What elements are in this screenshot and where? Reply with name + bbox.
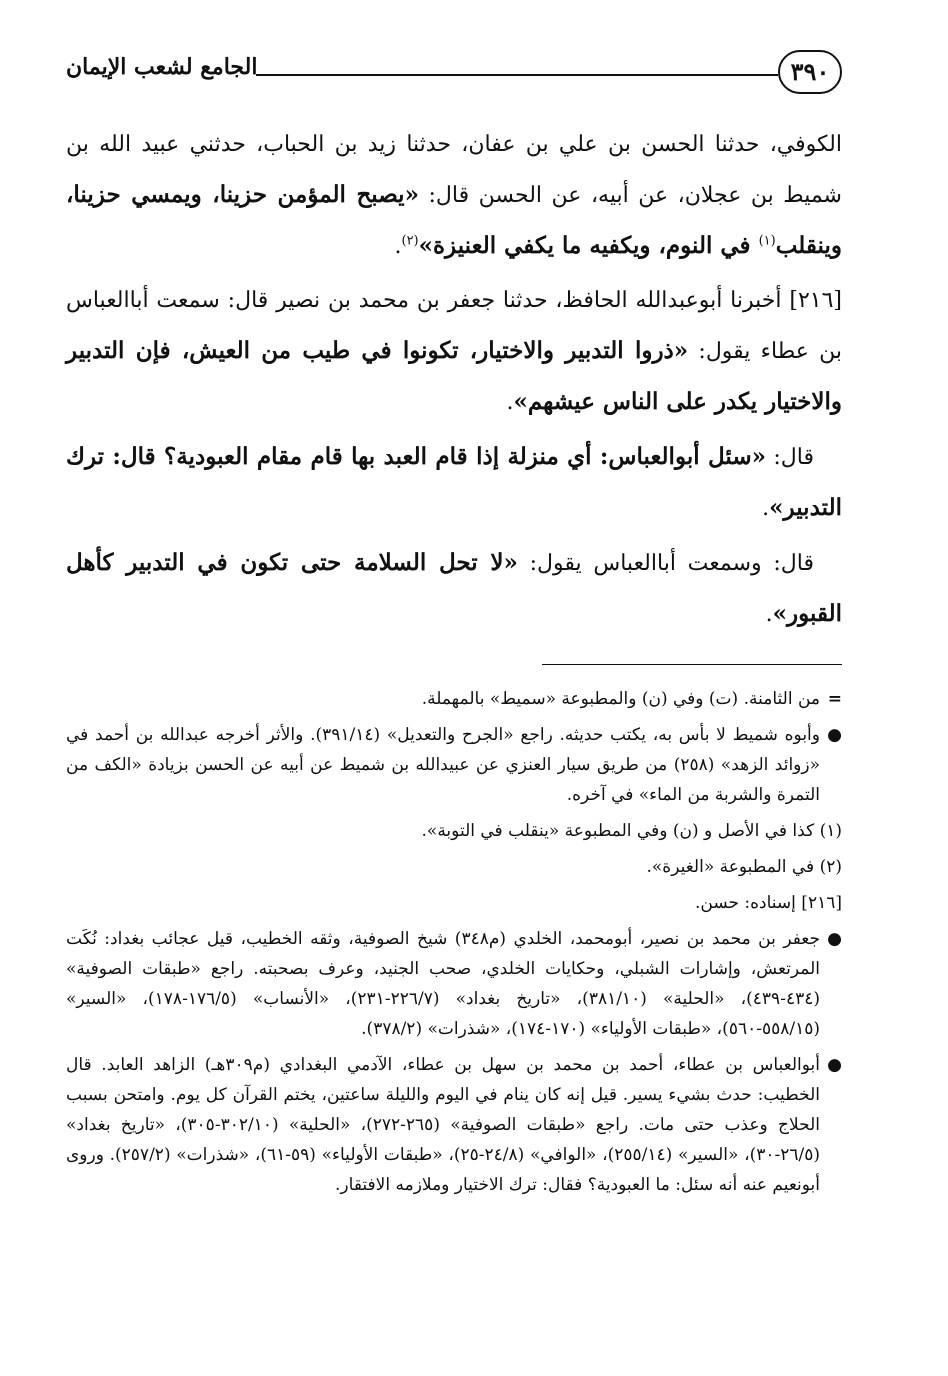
paragraph-2-text: [٢١٦] أخبرنا أبوعبدالله الحافظ، حدثنا جعفر بن محمد بن نصير قال: سمعت أباالعباس بن عطاء يقول: (66, 288, 842, 364)
page-number: ٣٩٠ (778, 50, 842, 94)
bullet-marker: ● (827, 725, 842, 745)
continuation-marker: = (827, 689, 842, 709)
paragraph-3 (66, 432, 842, 534)
footnote-ref-2: (٢) (401, 233, 419, 249)
paragraph-1-text: الكوفي، حدثنا الحسن بن علي بن عفان، حدثنا زيد بن الحباب، حدثني عبيد الله بن شميط بن عجلان، عن أبيه، عن الحسن قال: (66, 132, 842, 208)
footnote-bullet-1-text: وأبوه شميط لا بأس به، يكتب حديثه. راجع «الجرح والتعديل» (٣٩١/١٤). والأثر أخرجه عبدالله بن أحمد في «زوائد الزهد» (٢٥٨) من طريق سيار العنزي عن عبيدالله بن شميط عن أبيه عن الحسن بزيادة «الكف من التمرة والشربة من الماء» في آخره. (66, 725, 820, 805)
quote-3: «سئل أبوالعباس: أي منزلة إذا قام العبد بها قام مقام العبودية؟ قال: ترك التدبير» (66, 443, 842, 521)
quote-2: «ذروا التدبير والاختيار، تكونوا في طيب من العيش، فإن التدبير والاختيار يكدر على الناس عيشهم» (66, 337, 842, 415)
paragraph-1 (66, 120, 842, 272)
paragraph-4-text: قال: وسمعت أباالعباس يقول: (517, 551, 814, 576)
footnote-bullet-3-text: أبوالعباس بن عطاء، أحمد بن محمد بن سهل بن عطاء، الآدمي البغدادي (م٣٠٩هـ) الزاهد العابد. قال الخطيب: حدث بشيء يسير. قيل إنه كان ينام في اليوم والليلة ساعتين، يختم القرآن كل يوم. وامتحن بسبب الحلاج وعذب حتى مات. راجع «طبقات الصوفية» (٢٦٥-٢٧٢)، «الحلية» (٣٠٢/١٠-٣٠٥)، «تاريخ بغداد» (٢٦/٥-٣٠)، «السير» (٢٥٥/١٤)، «الوافي» (٢٤/٨-٢٥)، «طبقات الأولياء» (٥٩-٦١)، «شذرات» (٢٥٧/٢). وروى أبونعيم عنه أنه سئل: ما العبودية؟ فقال: ترك الاختيار وملازمه الافتقار. (66, 1055, 820, 1195)
footnote-216-heading: [٢١٦] إسناده: حسن. (695, 893, 842, 913)
paragraph-3-end: . (762, 496, 770, 521)
paragraph-2 (66, 276, 842, 428)
quote-1a: «يصبح المؤمن حزينا، ويمسي حزينا، وينقلب (66, 181, 842, 259)
footnote-ref-1: (١) (758, 233, 776, 249)
paragraph-1-end: . (394, 234, 402, 259)
bullet-marker: ● (827, 1055, 842, 1075)
footnote-bullet-2-text: جعفر بن محمد بن نصير، أبومحمد، الخلدي (م٣٤٨) شيخ الصوفية، وثقه الخطيب، قيل عجائب بغداد: نُكَت المرتعش، وإشارات الشبلي، وحكايات الخلدي، صحب الجنيد، وعرف بصحبته. راجع «طبقات الصوفية» (٤٣٤-٤٣٩)، «الحلية» (٣٨١/١٠)، «تاريخ بغداد» (٢٢٦/٧-٢٣١)، «الأنساب» (١٧٦/٥-١٧٨)، «السير» (٥٥٨/١٥-٥٦٠)، «طبقات الأولياء» (١٧٠-١٧٤)، «شذرات» (٣٧٨/٢). (66, 929, 821, 1039)
paragraph-4-end: . (765, 602, 773, 627)
paragraph-2-end: . (506, 390, 514, 415)
footnote-bullet-1 (66, 720, 842, 810)
footnote-separator (66, 644, 842, 684)
page-header (66, 50, 842, 100)
footnote-2: (٢) في المطبوعة «الغيرة». (646, 857, 842, 877)
paragraph-4 (66, 538, 842, 640)
footnote-bullet-2 (66, 924, 842, 1044)
paragraph-3-text: قال: (766, 445, 815, 470)
footnote-bullet-3 (66, 1050, 842, 1200)
footnote-continuation (66, 684, 842, 714)
bullet-marker: ● (827, 929, 843, 949)
footnotes (66, 684, 842, 1200)
footnote-1: (١) كذا في الأصل و (ن) وفي المطبوعة «ينقلب في التوبة». (421, 821, 842, 841)
quote-4: «لا تحل السلامة حتى تكون في التدبير كأهل القبور» (66, 549, 842, 627)
footnote-continuation-text: من الثامنة. (ت) وفي (ن) والمطبوعة «سميط» بالمهملة. (421, 689, 820, 709)
main-text (66, 120, 842, 640)
book-page (66, 50, 842, 1206)
running-title: الجامع لشعب الإيمان (66, 54, 258, 80)
header-rule (256, 74, 778, 76)
quote-1b: في النوم، ويكفيه ما يكفي العنيزة» (418, 232, 759, 259)
